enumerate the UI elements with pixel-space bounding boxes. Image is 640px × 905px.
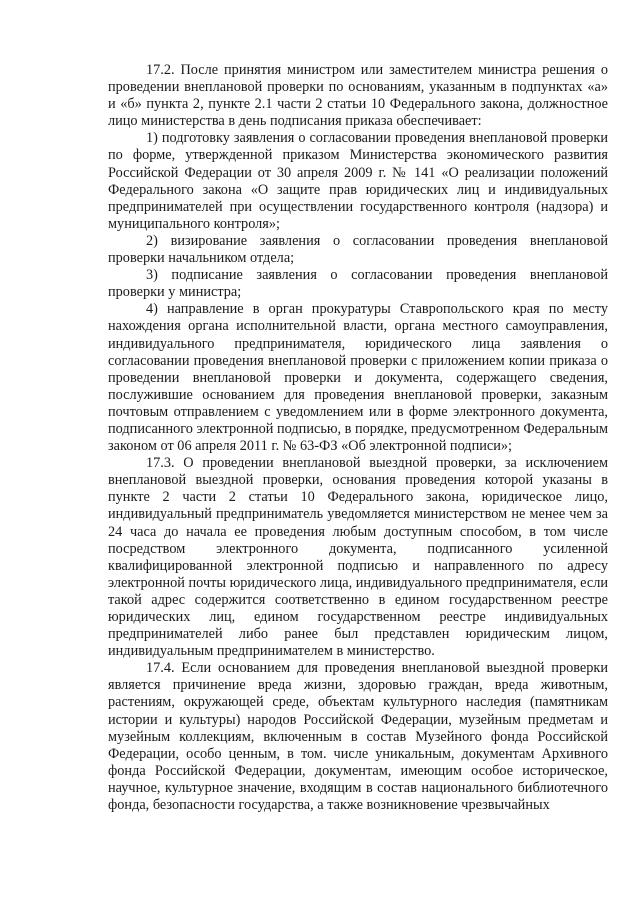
paragraph-17-4: 17.4. Если основанием для проведения внеплановой выездной проверки является причинение вреда жизни, здоровью граждан, вреда животным, растениям, окружающей среде, объектам культурного наследия (памятникам истории и культуры) народов Российской Федерации, музейным предметам и музейным коллекциям, включенным в состав Музейного фонда Российской Федерации, особо ценным, в том. числе уникальным, документам Архивного фонда Российской Федерации, документам, имеющим особое историческое, научное, культурное значение, входящим в состав национального библиотечного фонда, безопасности государства, а также возникновение чрезвычайных	[108, 660, 608, 814]
document-body	[108, 62, 608, 814]
paragraph-17-2: 17.2. После принятия министром или заместителем министра решения о проведении внеплановой проверки по основаниям, указанным в подпунктах «а» и «б» пункта 2, пункте 2.1 части 2 статьи 10 Федерального закона, должностное лицо министерства в день подписания приказа обеспечивает:	[108, 62, 608, 130]
paragraph-17-3: 17.3. О проведении внеплановой выездной проверки, за исключением внеплановой выездной проверки, основания проведения которой указаны в пункте 2 части 2 статьи 10 Федерального закона, юридическое лицо, индивидуальный предприниматель уведомляется министерством не менее чем за 24 часа до начала ее проведения любым доступным способом, в том числе посредством электронного документа, подписанного усиленной квалифицированной электронной подписью и направленного по адресу электронной почты юридического лица, индивидуального предпринимателя, если такой адрес содержится соответственно в едином государственном реестре юридических лиц, едином государственном реестре индивидуальных предпринимателей либо ранее был представлен юридическим лицом, индивидуальным предпринимателем в министерство.	[108, 455, 608, 660]
paragraph-item-3: 3) подписание заявления о согласовании проведения внеплановой проверки у министра;	[108, 267, 608, 301]
paragraph-item-4: 4) направление в орган прокуратуры Ставропольского края по месту нахождения органа исполнительной власти, органа местного самоуправления, индивидуального предпринимателя, юридического лица заявления о согласовании проведения внеплановой проверки с приложением копии приказа о проведении внеплановой проверки и документа, содержащего сведения, послужившие основанием для проведения внеплановой проверки, заказным почтовым отправлением с уведомлением или в форме электронного документа, подписанного электронной подписью, в порядке, предусмотренном Федеральным законом от 06 апреля 2011 г. № 63-ФЗ «Об электронной подписи»;	[108, 301, 608, 455]
paragraph-item-1: 1) подготовку заявления о согласовании проведения внеплановой проверки по форме, утвержденной приказом Министерства экономического развития Российской Федерации от 30 апреля 2009 г. № 141 «О реализации положений Федерального закона «О защите прав юридических лиц и индивидуальных предпринимателей при осуществлении государственного контроля (надзора) и муниципального контроля»;	[108, 130, 608, 232]
paragraph-item-2: 2) визирование заявления о согласовании проведения внеплановой проверки начальником отдела;	[108, 232, 608, 267]
